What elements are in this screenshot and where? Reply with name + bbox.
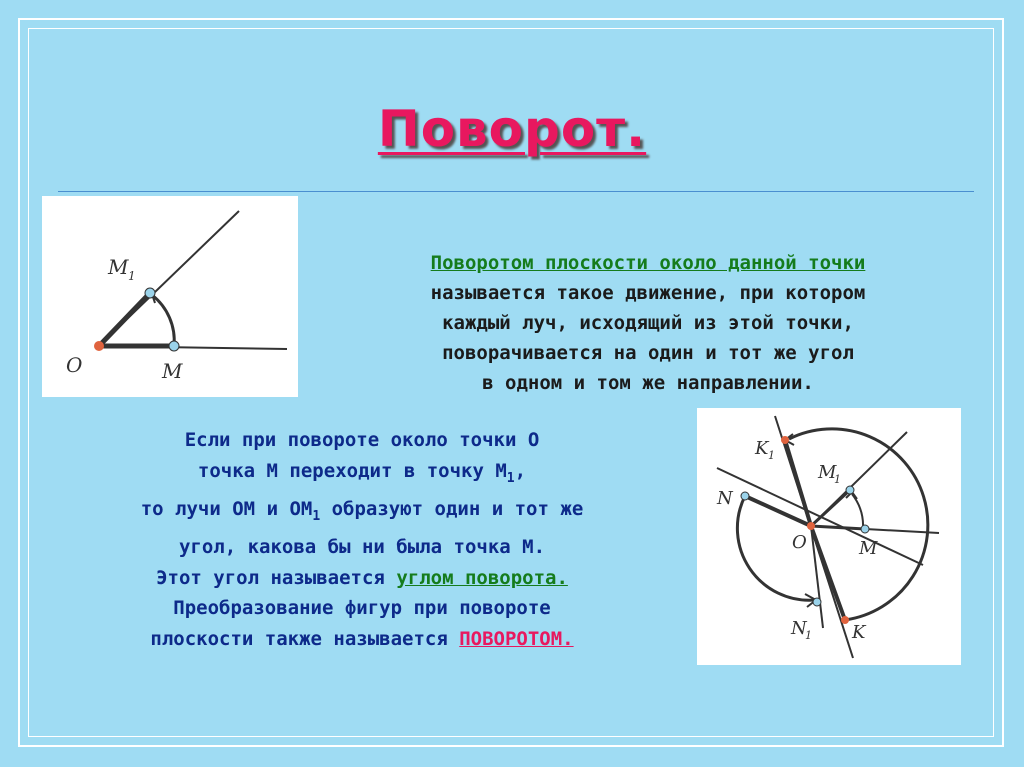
description-line-2	[42, 456, 682, 494]
description-line-3-end: образуют один и тот же	[320, 497, 584, 520]
definition-line-1: Поворотом плоскости около данной точки	[430, 252, 866, 274]
point-o	[807, 522, 815, 530]
description-line-6: Преобразование фигур при повороте	[173, 597, 551, 620]
description-line-4: угол, какова бы ни была точка М.	[178, 536, 546, 559]
point-n	[741, 492, 749, 500]
description-line-5	[42, 563, 682, 594]
rotation-term-highlight: ПОВОРОТОМ.	[459, 627, 574, 650]
point-n1	[813, 598, 821, 606]
slide-title: Поворот.	[377, 100, 647, 158]
rotation-figure-simple	[42, 196, 298, 397]
point-m1	[846, 486, 854, 494]
label-k1-sub: 1	[768, 449, 775, 462]
definition-line-3: каждый луч, исходящий из этой точки,	[442, 312, 854, 334]
label-n: N	[717, 488, 733, 509]
description-line-3	[42, 494, 682, 532]
segment-on	[745, 496, 811, 526]
rotation-angle-term: углом поворота.	[396, 566, 568, 589]
description-line-7-text: плоскости также называется	[150, 627, 460, 650]
rotation-figure-circle	[697, 408, 961, 665]
point-m	[169, 341, 179, 351]
label-o: O	[792, 532, 807, 553]
label-m1-sub: 1	[128, 269, 136, 283]
definition-line-5: в одном и том же направлении.	[482, 372, 814, 394]
label-m1: M	[108, 255, 129, 279]
description-line-5-text: Этот угол называется	[156, 566, 397, 589]
definition-line-2: называется такое движение, при котором	[430, 282, 866, 304]
point-k1	[781, 436, 789, 444]
label-o: O	[66, 353, 83, 377]
description-line-1: Если при повороте около точки О	[184, 429, 540, 451]
description-line-3-sub: 1	[312, 508, 321, 524]
segment-ok1	[785, 440, 811, 526]
label-k: K	[852, 622, 866, 643]
label-m1: M	[818, 462, 837, 483]
description-line-2-end: ,	[514, 459, 527, 482]
label-m: M	[162, 359, 183, 383]
point-o	[94, 341, 104, 351]
point-m1	[145, 288, 155, 298]
description-line-7	[42, 624, 682, 655]
label-k1: K	[755, 438, 769, 459]
segment-om1	[99, 293, 150, 346]
title-divider	[58, 191, 974, 192]
arc-m-to-m1	[852, 494, 863, 529]
description-line-2-sub: 1	[506, 470, 515, 486]
rotation-description	[42, 425, 682, 654]
label-m: M	[859, 538, 878, 559]
description-line-2-text: точка М переходит в точку М	[197, 459, 507, 482]
label-m1-sub: 1	[834, 473, 841, 486]
rotation-definition	[318, 248, 978, 398]
point-k	[841, 616, 849, 624]
label-n1-sub: 1	[805, 629, 812, 642]
point-m	[861, 525, 869, 533]
description-line-3-text: то лучи ОМ и ОМ	[140, 497, 313, 520]
segment-om	[811, 526, 865, 529]
definition-line-4: поворачивается на один и тот же угол	[442, 342, 854, 364]
rotation-figure-simple-drawing	[42, 196, 298, 397]
rotation-figure-circle-drawing	[697, 408, 961, 665]
label-n1: N	[791, 618, 807, 639]
